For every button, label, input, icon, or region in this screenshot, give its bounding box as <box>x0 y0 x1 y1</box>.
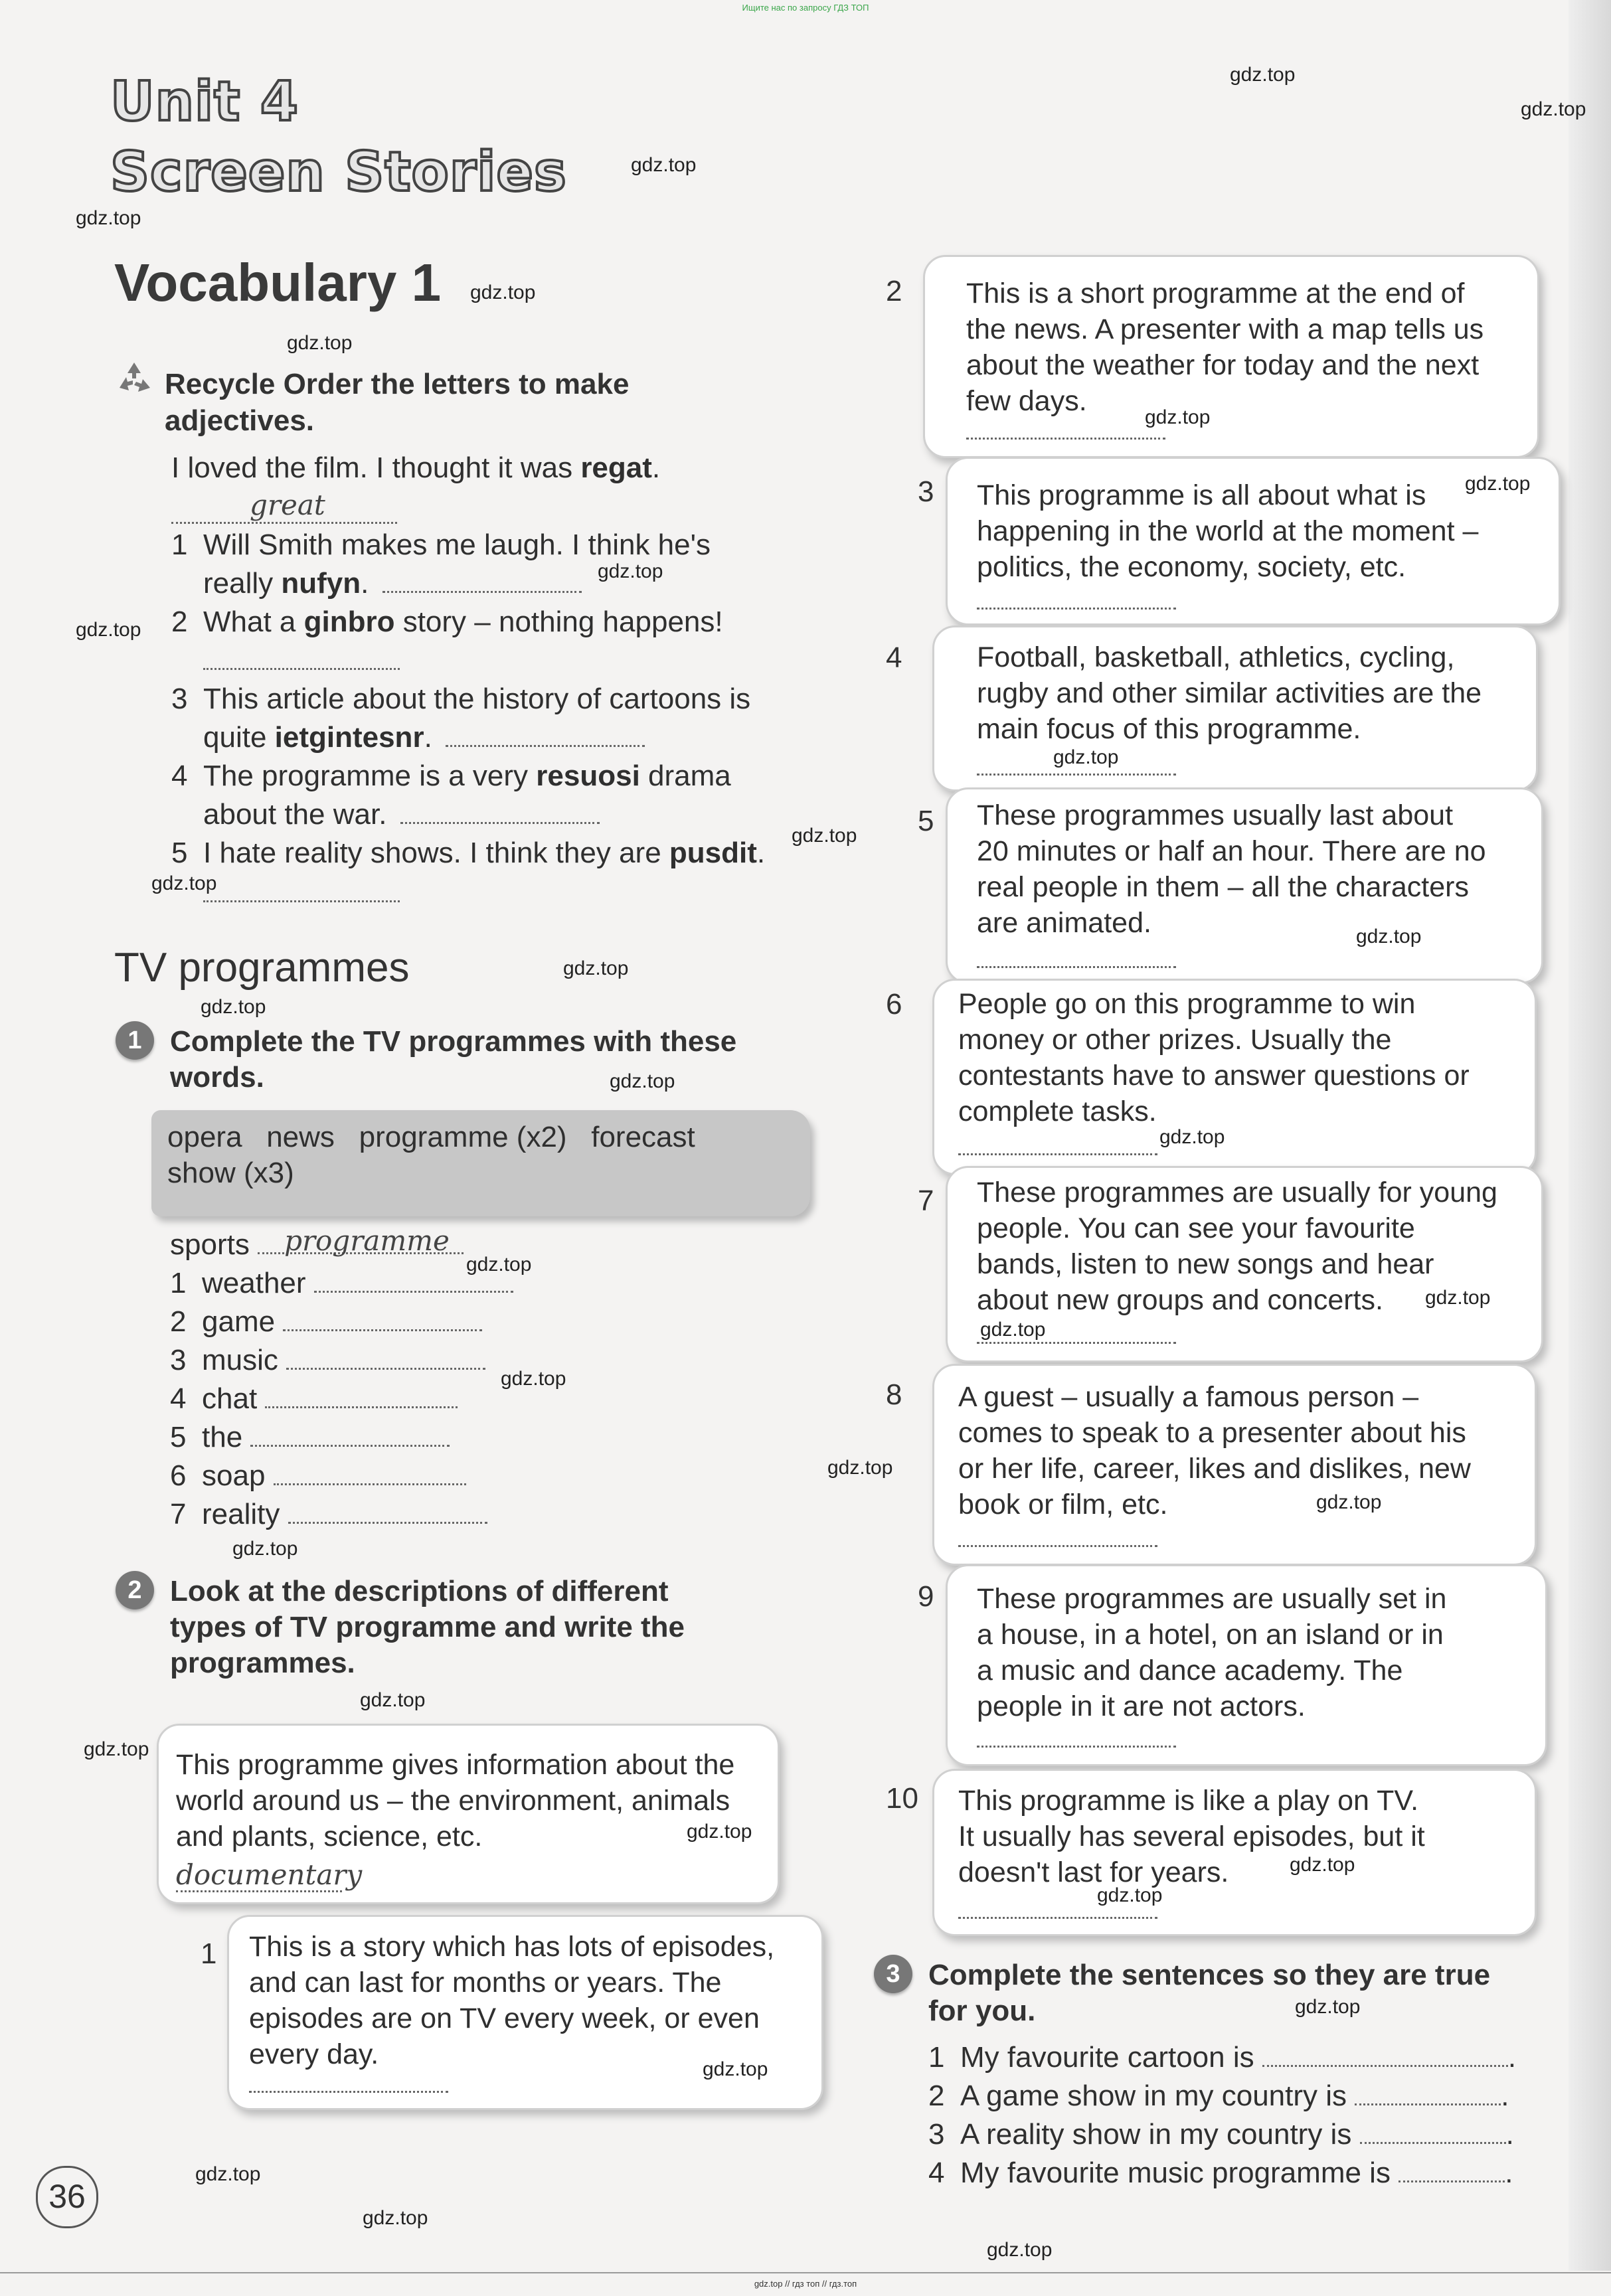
item-text: really <box>203 567 282 600</box>
watermark: gdz.top <box>792 825 857 847</box>
answer-line[interactable] <box>977 953 1176 968</box>
card-line: These programmes usually last about <box>977 799 1454 831</box>
word-box-line2: show (x3) <box>167 1157 294 1189</box>
item-text: about the war. <box>203 798 387 831</box>
answer-line[interactable] <box>958 1140 1157 1155</box>
watermark: gdz.top <box>195 2163 261 2185</box>
card-line: doesn't last for years. <box>958 1856 1229 1888</box>
card-line: People go on this programme to win <box>958 988 1416 1020</box>
card-line: a house, in a hotel, on an island or in <box>977 1619 1444 1651</box>
answer-line[interactable] <box>203 645 400 670</box>
ex1-item <box>170 1303 482 1341</box>
top-banner: Ищите нас по запросу ГДЗ ТОП <box>742 3 869 13</box>
card-line: money or other prizes. Usually the <box>958 1024 1392 1056</box>
item-number: 3 <box>170 1344 187 1376</box>
item-text: The programme is a very <box>203 760 537 792</box>
item-text: This article about the history of cartoons is <box>203 683 751 715</box>
watermark: gdz.top <box>501 1368 566 1390</box>
card-number: 7 <box>918 1185 934 1217</box>
recycle-item-cont <box>203 718 645 757</box>
answer-line[interactable] <box>283 1309 482 1331</box>
tv-programmes-heading: TV programmes <box>114 945 410 991</box>
ex1-example <box>170 1226 464 1264</box>
programme-word: game <box>202 1305 276 1338</box>
card-line: and can last for months or years. The <box>249 1967 722 1999</box>
card-line: These programmes are usually set in <box>977 1583 1447 1615</box>
card-line: It usually has several episodes, but it <box>958 1821 1425 1852</box>
watermark: gdz.top <box>360 1689 426 1711</box>
recycle-item <box>171 757 731 795</box>
card-number: 3 <box>918 475 934 508</box>
card-line: are animated. <box>977 907 1151 939</box>
watermark: gdz.top <box>363 2207 428 2229</box>
description-card <box>932 979 1537 1175</box>
answer-line[interactable] <box>446 725 645 747</box>
exercise-number-badge: 1 <box>116 1021 154 1060</box>
example-period: . <box>651 451 661 484</box>
item-number: 1 <box>170 1267 187 1299</box>
ex1-item <box>170 1264 513 1303</box>
page-number: 36 <box>36 2166 98 2228</box>
scrambled-word: resuosi <box>536 760 640 792</box>
item-text: quite <box>203 721 275 754</box>
programme-word: weather <box>202 1267 306 1299</box>
scrambled-word: ietgintesnr <box>274 721 424 754</box>
card-line: main focus of this programme. <box>977 713 1361 745</box>
ex1-item <box>170 1457 466 1495</box>
card-line: This is a short programme at the end of <box>966 278 1465 309</box>
answer-line[interactable] <box>249 2078 448 2093</box>
item-text: drama <box>639 760 731 792</box>
recycle-example <box>171 449 660 487</box>
section-title: Vocabulary 1 <box>114 253 442 312</box>
programme-word: the <box>202 1421 243 1453</box>
ex1-item <box>170 1495 487 1534</box>
example-answer-line <box>171 490 397 524</box>
answer-line[interactable] <box>382 571 582 593</box>
example-answer-line <box>176 1857 363 1892</box>
watermark: gdz.top <box>1521 98 1586 120</box>
watermark: gdz.top <box>631 154 697 176</box>
description-card <box>932 1769 1537 1936</box>
item-text: story – nothing happens! <box>394 606 723 638</box>
exercise-number-badge: 2 <box>116 1571 154 1609</box>
answer-line[interactable] <box>977 594 1176 610</box>
watermark: gdz.top <box>287 332 353 354</box>
sentence-start: A reality show in my country is <box>960 2118 1352 2151</box>
watermark: gdz.top <box>980 1319 1046 1341</box>
programme-word: soap <box>202 1459 266 1492</box>
card-number: 5 <box>918 805 934 837</box>
recycle-item <box>171 526 711 564</box>
item-text: What a <box>203 606 304 638</box>
watermark: gdz.top <box>84 1738 149 1760</box>
answer-line[interactable] <box>286 1348 485 1370</box>
card-line: contestants have to answer questions or <box>958 1060 1470 1092</box>
ex3-item <box>928 2038 1516 2077</box>
example-text: I loved the film. I thought it was <box>171 451 581 484</box>
card-line: politics, the economy, society, etc. <box>977 551 1406 583</box>
card-number: 1 <box>201 1937 217 1970</box>
description-card <box>946 1564 1547 1766</box>
example-answer: great <box>250 489 325 521</box>
watermark: gdz.top <box>987 2239 1053 2261</box>
card-line: This is a story which has lots of episodes, <box>249 1931 775 1963</box>
watermark: gdz.top <box>232 1538 298 1560</box>
example-answer: programme <box>284 1224 450 1257</box>
card-line: complete tasks. <box>958 1096 1157 1127</box>
answer-line[interactable] <box>1355 2084 1501 2105</box>
card-line: These programmes are usually for young <box>977 1177 1497 1208</box>
example-answer-line <box>258 1224 464 1257</box>
recycle-item <box>171 834 765 872</box>
card-line: few days. <box>966 385 1087 417</box>
ex3-item <box>928 2115 1514 2154</box>
item-period: . <box>756 837 766 869</box>
card-line: 20 minutes or half an hour. There are no <box>977 835 1486 867</box>
ex1-instruction-line2: words. <box>170 1061 264 1094</box>
card-number: 2 <box>886 275 902 307</box>
item-number: 4 <box>928 2157 945 2189</box>
ex2-instruction-line1: Look at the descriptions of different <box>170 1575 669 1607</box>
ex1-instruction-line1: Complete the TV programmes with these <box>170 1025 737 1058</box>
recycle-item-cont <box>203 795 600 834</box>
card-line: and plants, science, etc. <box>176 1821 483 1852</box>
answer-line[interactable] <box>966 424 1165 440</box>
watermark: gdz.top <box>1295 1996 1361 2018</box>
ex2-instruction-line2: types of TV programme and write the <box>170 1611 685 1643</box>
recycle-instruction-line1: Recycle Order the letters to make <box>165 368 630 400</box>
watermark: gdz.top <box>827 1457 893 1479</box>
card-number: 4 <box>886 641 902 674</box>
card-line: A guest – usually a famous person – <box>958 1381 1419 1413</box>
ex1-item <box>170 1380 458 1418</box>
sentence-end: . <box>1501 2080 1509 2112</box>
watermark: gdz.top <box>151 872 217 894</box>
recycle-item-cont <box>203 564 582 603</box>
watermark: gdz.top <box>1290 1854 1355 1876</box>
page-gutter-shade <box>1569 0 1611 2271</box>
card-line: book or film, etc. <box>958 1489 1168 1520</box>
recycle-icon <box>114 359 154 398</box>
card-number: 10 <box>886 1782 918 1815</box>
watermark: gdz.top <box>1097 1884 1163 1906</box>
watermark: gdz.top <box>1465 473 1531 495</box>
item-number: 2 <box>928 2080 945 2112</box>
bottom-banner: gdz.top // гдз топ // гдз.топ <box>754 2279 857 2289</box>
watermark: gdz.top <box>1230 64 1296 86</box>
card-line: or her life, career, likes and dislikes, new <box>958 1453 1471 1485</box>
description-card <box>932 625 1538 791</box>
ex3-instruction-line2: for you. <box>928 1995 1036 2027</box>
item-number: 6 <box>170 1459 187 1492</box>
item-number: 4 <box>171 760 188 792</box>
card-number: 9 <box>918 1580 934 1613</box>
item-period: . <box>361 567 369 600</box>
item-number: 3 <box>928 2118 945 2151</box>
word-box-line1: opera news programme (x2) forecast <box>167 1121 695 1153</box>
example-description-card <box>157 1724 780 1904</box>
watermark: gdz.top <box>687 1821 752 1843</box>
recycle-item <box>171 680 750 718</box>
watermark: gdz.top <box>598 560 663 582</box>
sentence-end: . <box>1507 2041 1517 2074</box>
programme-word: chat <box>202 1382 258 1415</box>
answer-line[interactable] <box>958 1532 1157 1547</box>
card-number: 6 <box>886 988 902 1021</box>
watermark: gdz.top <box>1159 1126 1225 1148</box>
answer-line[interactable] <box>1399 2161 1505 2182</box>
ex1-item <box>170 1418 450 1457</box>
item-number: 4 <box>170 1382 187 1415</box>
card-line: people. You can see your favourite <box>977 1212 1415 1244</box>
card-line: This programme gives information about the <box>176 1749 735 1781</box>
scrambled-word: pusdit <box>669 837 757 869</box>
description-card <box>923 255 1539 458</box>
watermark: gdz.top <box>470 282 536 303</box>
watermark: gdz.top <box>1145 406 1211 428</box>
watermark: gdz.top <box>1356 926 1422 947</box>
answer-line[interactable] <box>288 1502 487 1524</box>
word-box <box>151 1110 810 1216</box>
ex3-item <box>928 2077 1509 2115</box>
watermark: gdz.top <box>563 957 629 979</box>
card-line: about new groups and concerts. <box>977 1284 1383 1316</box>
scrambled-word: regat <box>580 451 652 484</box>
item-number: 1 <box>171 529 188 561</box>
card-line: world around us – the environment, animals <box>176 1785 730 1817</box>
watermark: gdz.top <box>610 1070 675 1092</box>
item-number: 5 <box>170 1421 187 1453</box>
item-number: 3 <box>171 683 188 715</box>
programme-word: reality <box>202 1498 280 1530</box>
recycle-instruction-line2: adjectives. <box>165 404 315 437</box>
card-number: 8 <box>886 1378 902 1411</box>
ex3-instruction-line1: Complete the sentences so they are true <box>928 1959 1491 1991</box>
card-line: real people in them – all the characters <box>977 871 1469 903</box>
card-line: rugby and other similar activities are the <box>977 677 1482 709</box>
sentence-start: A game show in my country is <box>960 2080 1347 2112</box>
scrambled-word: ginbro <box>303 606 395 638</box>
answer-line[interactable] <box>274 1463 466 1485</box>
watermark: gdz.top <box>466 1254 532 1275</box>
item-text: Will Smith makes me laugh. I think he's <box>203 529 711 561</box>
answer-line[interactable] <box>977 1732 1176 1748</box>
card-line: the news. A presenter with a map tells us <box>966 313 1484 345</box>
exercise-number-badge: 3 <box>874 1955 912 1993</box>
card-line: comes to speak to a presenter about his <box>958 1417 1466 1449</box>
card-line: every day. <box>249 2038 379 2070</box>
sentence-end: . <box>1505 2157 1513 2189</box>
description-card <box>946 787 1543 984</box>
item-period: . <box>424 721 432 754</box>
card-line: happening in the world at the moment – <box>977 515 1479 547</box>
scrambled-word: nufyn <box>281 567 361 600</box>
item-number: 5 <box>171 837 188 869</box>
watermark: gdz.top <box>1053 746 1119 768</box>
sentence-start: My favourite cartoon is <box>960 2041 1254 2074</box>
unit-title: Unit 4 <box>110 70 299 133</box>
unit-subtitle: Screen Stories <box>110 141 567 204</box>
answer-line[interactable] <box>400 802 600 824</box>
card-line: This programme is all about what is <box>977 479 1426 511</box>
answer-line[interactable] <box>1360 2122 1506 2144</box>
ex3-item <box>928 2154 1513 2192</box>
answer-line[interactable] <box>250 1425 450 1447</box>
watermark: gdz.top <box>76 207 141 229</box>
card-line: people in it are not actors. <box>977 1690 1306 1722</box>
programme-word: music <box>202 1344 278 1376</box>
sentence-start: My favourite music programme is <box>960 2157 1391 2189</box>
item-number: 2 <box>171 606 188 638</box>
answer-line[interactable] <box>1262 2045 1508 2067</box>
item-text: I hate reality shows. I think they are <box>203 837 669 869</box>
programme-word: sports <box>170 1228 250 1261</box>
item-number: 2 <box>170 1305 187 1338</box>
description-card <box>932 1364 1537 1566</box>
watermark: gdz.top <box>1425 1287 1491 1309</box>
watermark: gdz.top <box>703 2058 768 2080</box>
sentence-end: . <box>1505 2118 1514 2151</box>
item-number: 7 <box>170 1498 187 1530</box>
card-line: about the weather for today and the next <box>966 349 1480 381</box>
watermark: gdz.top <box>1316 1491 1382 1513</box>
card-line: a music and dance academy. The <box>977 1655 1403 1686</box>
answer-line[interactable] <box>265 1386 458 1408</box>
watermark: gdz.top <box>201 996 266 1018</box>
recycle-item <box>171 603 723 641</box>
ex2-instruction-line3: programmes. <box>170 1647 355 1679</box>
card-line: Football, basketball, athletics, cycling, <box>977 641 1455 673</box>
card-line: This programme is like a play on TV. <box>958 1785 1419 1817</box>
ex1-item <box>170 1341 485 1380</box>
card-line: bands, listen to new songs and hear <box>977 1248 1434 1280</box>
card-line: episodes are on TV every week, or even <box>249 2003 760 2034</box>
watermark: gdz.top <box>76 619 141 641</box>
item-number: 1 <box>928 2041 945 2074</box>
example-answer: documentary <box>176 1858 363 1891</box>
bottom-rule <box>0 2272 1611 2273</box>
answer-line[interactable] <box>203 878 400 902</box>
